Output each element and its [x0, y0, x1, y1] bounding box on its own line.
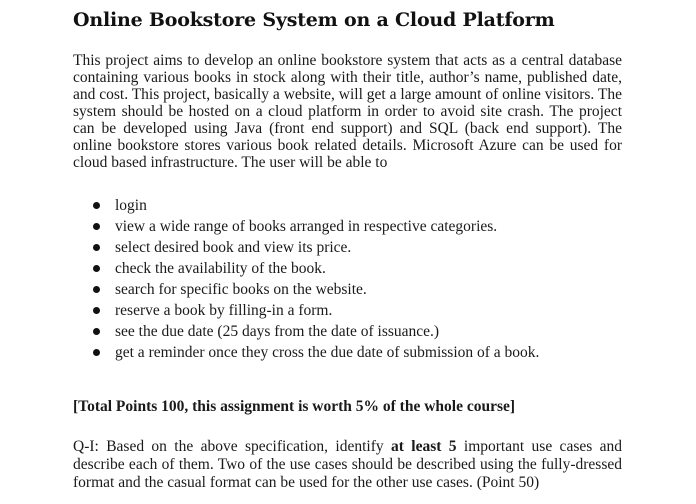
feature-list: [73, 195, 622, 363]
intro-paragraph: This project aims to develop an online bookstore system that acts as a central database containing various books in stock along with their title, author’s name, published date, and cost. This project, basically a website, will get a large amount of online visitors. The system should be hosted on a cloud platform in order to avoid site crash. The project can be developed using Java (front end support) and SQL (back end support). The online bookstore stores various book related details. Microsoft Azure can be used for cloud based infrastructure. The user will be able to: [73, 52, 622, 171]
total-points-note: [Total Points 100, this assignment is worth 5% of the whole course]: [73, 398, 516, 415]
bullet-icon: [93, 202, 100, 209]
list-item-text: get a reminder once they cross the due date of submission of a book.: [115, 344, 540, 361]
list-item: [73, 237, 622, 258]
bullet-icon: [93, 286, 100, 293]
list-item-text: select desired book and view its price.: [115, 239, 352, 256]
list-item-text: search for specific books on the website.: [115, 281, 367, 298]
list-item: [73, 300, 622, 321]
question-emphasis: at least 5: [391, 438, 457, 455]
bullet-icon: [93, 244, 100, 251]
question-suffix: important use cases and describe each of them. Two of the use cases should be described using the fully-dressed format and the casual format can be used for the other use cases. (Point 50): [73, 438, 623, 491]
bullet-icon: [93, 349, 100, 356]
list-item-text: check the availability of the book.: [115, 260, 326, 277]
bullet-icon: [93, 307, 100, 314]
list-item: [73, 342, 622, 363]
document-page: [73, 8, 622, 492]
document-title: Online Bookstore System on a Cloud Platform: [73, 9, 555, 31]
list-item-text: view a wide range of books arranged in respective categories.: [115, 218, 498, 235]
question-prefix: Q-I: Based on the above specification, identify: [73, 438, 391, 455]
bullet-icon: [93, 328, 100, 335]
bullet-icon: [93, 223, 100, 230]
list-item-text: login: [115, 197, 147, 214]
list-item: [73, 216, 622, 237]
list-item-text: see the due date (25 days from the date of issuance.): [115, 323, 440, 340]
list-item: [73, 279, 622, 300]
list-item: [73, 195, 622, 216]
list-item-text: reserve a book by filling-in a form.: [115, 302, 333, 319]
list-item: [73, 321, 622, 342]
list-item: [73, 258, 622, 279]
bullet-icon: [93, 265, 100, 272]
question-one: [73, 438, 622, 492]
